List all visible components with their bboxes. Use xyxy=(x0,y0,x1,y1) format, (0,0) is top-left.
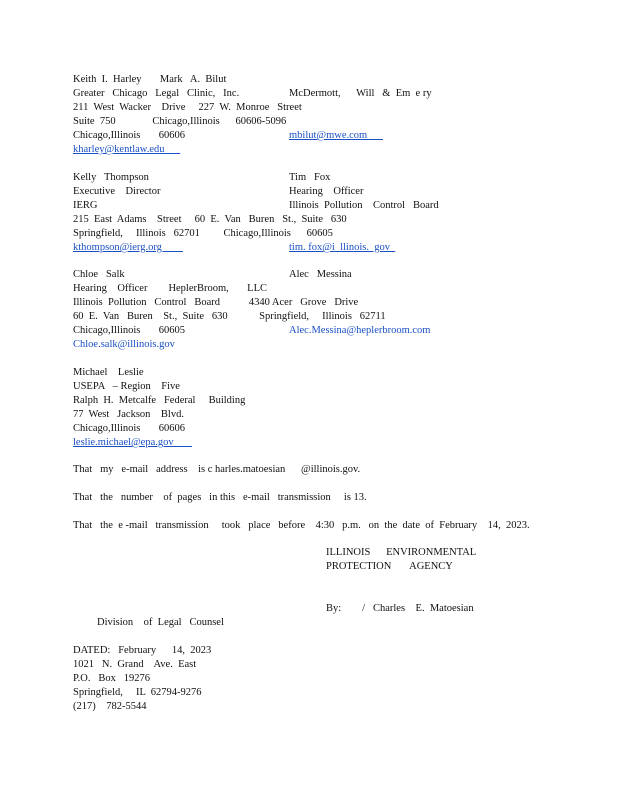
email-link[interactable]: leslie.michael@epa.gov xyxy=(73,437,193,448)
agency-name: PROTECTION AGENCY xyxy=(326,561,453,572)
contact-line: Suite 750 Chicago,Illinois 60606-5096 xyxy=(73,116,287,127)
contact-line: USEPA – Region Five xyxy=(73,381,180,392)
contact-line: Alec Messina xyxy=(289,269,352,280)
contact-line: IERG xyxy=(73,200,98,211)
division-label: Division of Legal Counsel xyxy=(97,617,224,628)
contact-line: 77 West Jackson Blvd. xyxy=(73,409,184,420)
agency-name: ILLINOIS ENVIRONMENTAL xyxy=(326,547,477,558)
contact-line: Chicago,Illinois 60606 xyxy=(73,423,185,434)
email-link[interactable]: mbilut@mwe.com xyxy=(289,130,383,141)
address-line: 1021 N. Grand Ave. East xyxy=(73,659,197,670)
contact-line: Chicago,Illinois 60605 xyxy=(73,325,185,336)
contact-line: Kelly Thompson xyxy=(73,172,149,183)
contact-line: Greater Chicago Legal Clinic, Inc. xyxy=(73,88,240,99)
email-link[interactable]: Alec.Messina@heplerbroom.com xyxy=(289,325,431,336)
dated-line: DATED: February 14, 2023 xyxy=(73,645,212,656)
statement-text: That the number of pages in this e-mail transmission is 13. xyxy=(73,492,367,503)
contact-line: Michael Leslie xyxy=(73,367,144,378)
email-link[interactable]: kharley@kentlaw.edu xyxy=(73,144,181,155)
contact-line: 215 East Adams Street 60 E. Van Buren St., Suite 630 xyxy=(73,214,347,225)
signature-line: By: / Charles E. Matoesian xyxy=(326,603,474,614)
phone-line: (217) 782-5544 xyxy=(73,701,147,712)
email-link[interactable]: Chloe.salk@illinois.gov xyxy=(73,339,175,350)
contact-line: Hearing Officer HeplerBroom, LLC xyxy=(73,283,268,294)
contact-line: Executive Director xyxy=(73,186,161,197)
statement-text: That the e -mail transmission took place before 4:30 p.m. on the date of February 14, 2023. xyxy=(73,520,530,531)
contact-line: Illinois Pollution Control Board xyxy=(289,200,439,211)
statement-text: That my e-mail address is c harles.matoesian @illinois.gov. xyxy=(73,464,361,475)
contact-line: Chloe Salk xyxy=(73,269,125,280)
email-link[interactable]: kthompson@ierg.org xyxy=(73,242,183,253)
contact-line: Tim Fox xyxy=(289,172,331,183)
contact-line: McDermott, Will & Em e ry xyxy=(289,88,432,99)
contact-line: Hearing Officer xyxy=(289,186,364,197)
contact-line: Springfield, Illinois 62701 Chicago,Illinois 60605 xyxy=(73,228,333,239)
contact-line: Illinois Pollution Control Board 4340 Acer Grove Drive xyxy=(73,297,359,308)
contact-line: 60 E. Van Buren St., Suite 630 Springfield, Illinois 62711 xyxy=(73,311,386,322)
contact-line: 211 West Wacker Drive 227 W. Monroe Street xyxy=(73,102,302,113)
contact-line: Chicago,Illinois 60606 xyxy=(73,130,185,141)
address-line: P.O. Box 19276 xyxy=(73,673,151,684)
contact-line: Keith I. Harley Mark A. Bilut xyxy=(73,74,227,85)
contact-line: Ralph H. Metcalfe Federal Building xyxy=(73,395,246,406)
address-line: Springfield, IL 62794-9276 xyxy=(73,687,202,698)
email-link[interactable]: tim. fox@i llinois. gov xyxy=(289,242,396,253)
